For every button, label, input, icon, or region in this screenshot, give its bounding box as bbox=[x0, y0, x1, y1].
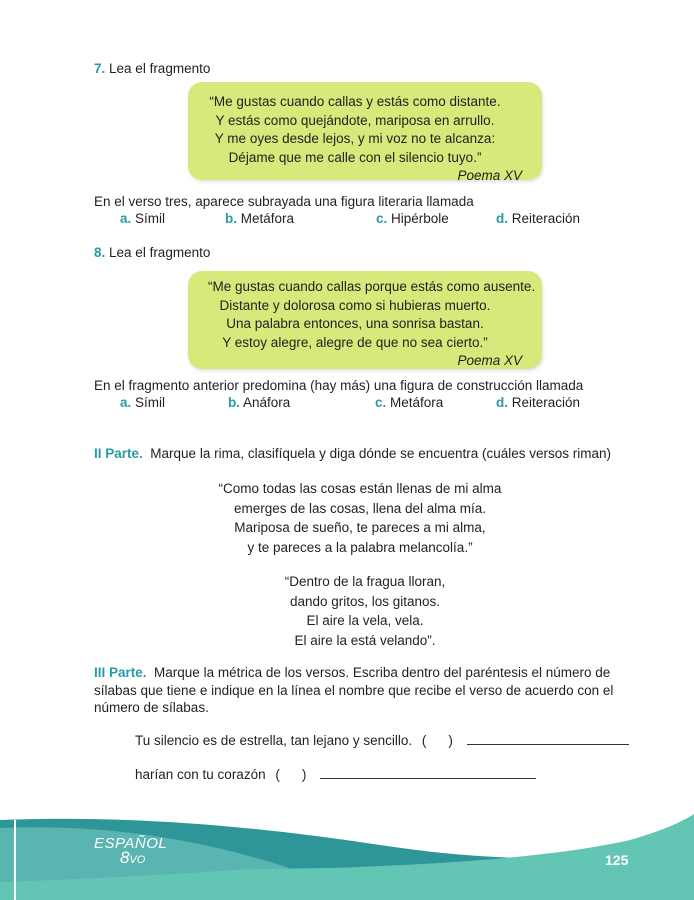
option-text: Símil bbox=[135, 395, 166, 410]
part-2-heading bbox=[94, 446, 611, 461]
quote-line: Déjame que me calle con el silencio tuyo.” bbox=[228, 149, 482, 165]
page-number: 125 bbox=[605, 852, 629, 868]
option-a[interactable] bbox=[120, 395, 165, 410]
option-letter: c. bbox=[375, 395, 387, 410]
question-7-options bbox=[120, 211, 620, 229]
exercise-verse: harían con tu corazón bbox=[135, 767, 266, 782]
exercise-verse: Tu silencio es de estrella, tan lejano y sencillo. bbox=[135, 733, 413, 748]
part-3-heading bbox=[94, 664, 654, 717]
option-text: Reiteración bbox=[511, 211, 581, 226]
option-text: Hipérbole bbox=[391, 211, 449, 226]
part-3-label: III Parte. bbox=[94, 665, 147, 680]
poem-line: y te pareces a la palabra melancolía.” bbox=[247, 539, 473, 555]
option-letter: b. bbox=[225, 211, 237, 226]
option-d[interactable] bbox=[496, 211, 580, 226]
verse-name-answer-line[interactable] bbox=[320, 777, 536, 779]
poem-line: Mariposa de sueño, te pareces a mi alma, bbox=[234, 520, 486, 535]
question-title-text: Lea el fragmento bbox=[109, 61, 211, 76]
quote-line: Y estoy alegre, alegre de que no sea cierto.” bbox=[222, 334, 488, 350]
grade-number: 8 bbox=[119, 848, 130, 867]
poem-line: “Dentro de la fragua lloran, bbox=[284, 574, 446, 589]
question-number: 7. bbox=[94, 61, 106, 76]
quote-line: Distante y dolorosa como si hubieras muerto. bbox=[219, 297, 491, 313]
paren-close: ) bbox=[301, 767, 307, 782]
quote-line: Y me oyes desde lejos, y mi voz no te alcanza: bbox=[214, 131, 496, 146]
option-b[interactable] bbox=[225, 211, 294, 226]
part-2-label: II Parte. bbox=[94, 446, 143, 461]
option-letter: b. bbox=[228, 395, 240, 410]
option-text: Símil bbox=[135, 211, 166, 226]
syllable-count-field[interactable] bbox=[422, 733, 453, 748]
question-8-options bbox=[120, 395, 620, 413]
quote-line: Y estás como quejándote, mariposa en arrullo. bbox=[215, 112, 495, 128]
option-letter: d. bbox=[496, 211, 508, 226]
option-text: Metáfora bbox=[240, 211, 295, 226]
grade-label bbox=[98, 848, 167, 867]
option-letter: a. bbox=[120, 395, 132, 410]
option-c[interactable] bbox=[376, 211, 449, 226]
poem-line: El aire la vela, vela. bbox=[306, 613, 424, 628]
question-number: 8. bbox=[94, 245, 106, 260]
option-letter: c. bbox=[376, 211, 388, 226]
poem-line: dando gritos, los gitanos. bbox=[289, 593, 441, 609]
option-d[interactable] bbox=[496, 395, 580, 410]
quote-box-q8 bbox=[188, 271, 542, 369]
paren-open: ( bbox=[421, 733, 427, 748]
part-3-instruction: Marque la métrica de los versos. Escriba dentro del paréntesis el número de sílabas que tiene e indique en la línea el nombre que recibe el verso de acuerdo con el número de sílabas. bbox=[94, 665, 614, 715]
paren-close: ) bbox=[448, 733, 453, 748]
question-8-title bbox=[94, 245, 210, 260]
option-text: Anáfora bbox=[243, 395, 291, 410]
exercise-2 bbox=[135, 767, 536, 782]
footer-vertical-divider bbox=[14, 820, 16, 900]
poem-2 bbox=[270, 572, 460, 650]
paren-open: ( bbox=[275, 767, 280, 782]
question-7-title bbox=[94, 61, 210, 76]
option-a[interactable] bbox=[120, 211, 165, 226]
verse-name-answer-line[interactable] bbox=[467, 743, 629, 745]
option-text: Metáfora bbox=[390, 395, 444, 410]
poem-line: “Como todas las cosas están llenas de mi alma bbox=[218, 481, 502, 496]
option-letter: a. bbox=[120, 211, 132, 226]
quote-box-q7 bbox=[188, 82, 542, 183]
question-8-prompt: En el fragmento anterior predomina (hay más) una figura de construcción llamada bbox=[94, 378, 584, 393]
quote-line: “Me gustas cuando callas porque estás como ausente. bbox=[208, 279, 536, 294]
quote-source: Poema XV bbox=[457, 353, 522, 368]
subject-logo bbox=[94, 837, 167, 867]
question-title-text: Lea el fragmento bbox=[109, 245, 211, 260]
poem-line: El aire la está velando”. bbox=[294, 632, 436, 648]
syllable-count-field[interactable] bbox=[275, 767, 306, 782]
option-b[interactable] bbox=[228, 395, 290, 410]
quote-source: Poema XV bbox=[457, 168, 522, 183]
option-letter: d. bbox=[496, 395, 508, 410]
subject-name: ESPAÑOL bbox=[94, 835, 168, 852]
question-7-prompt: En el verso tres, aparece subrayada una figura literaria llamada bbox=[94, 194, 474, 209]
grade-suffix: VO bbox=[129, 854, 146, 866]
quote-line: “Me gustas cuando callas y estás como distante. bbox=[209, 94, 501, 109]
poem-1 bbox=[200, 479, 520, 557]
option-c[interactable] bbox=[375, 395, 443, 410]
quote-line: Una palabra entonces, una sonrisa bastan. bbox=[226, 316, 484, 331]
option-text: Reiteración bbox=[511, 395, 581, 410]
poem-line: emerges de las cosas, llena del alma mía. bbox=[233, 500, 487, 516]
part-2-instruction: Marque la rima, clasifíquela y diga dónde se encuentra (cuáles versos riman) bbox=[150, 446, 612, 461]
exercise-1 bbox=[135, 733, 629, 748]
